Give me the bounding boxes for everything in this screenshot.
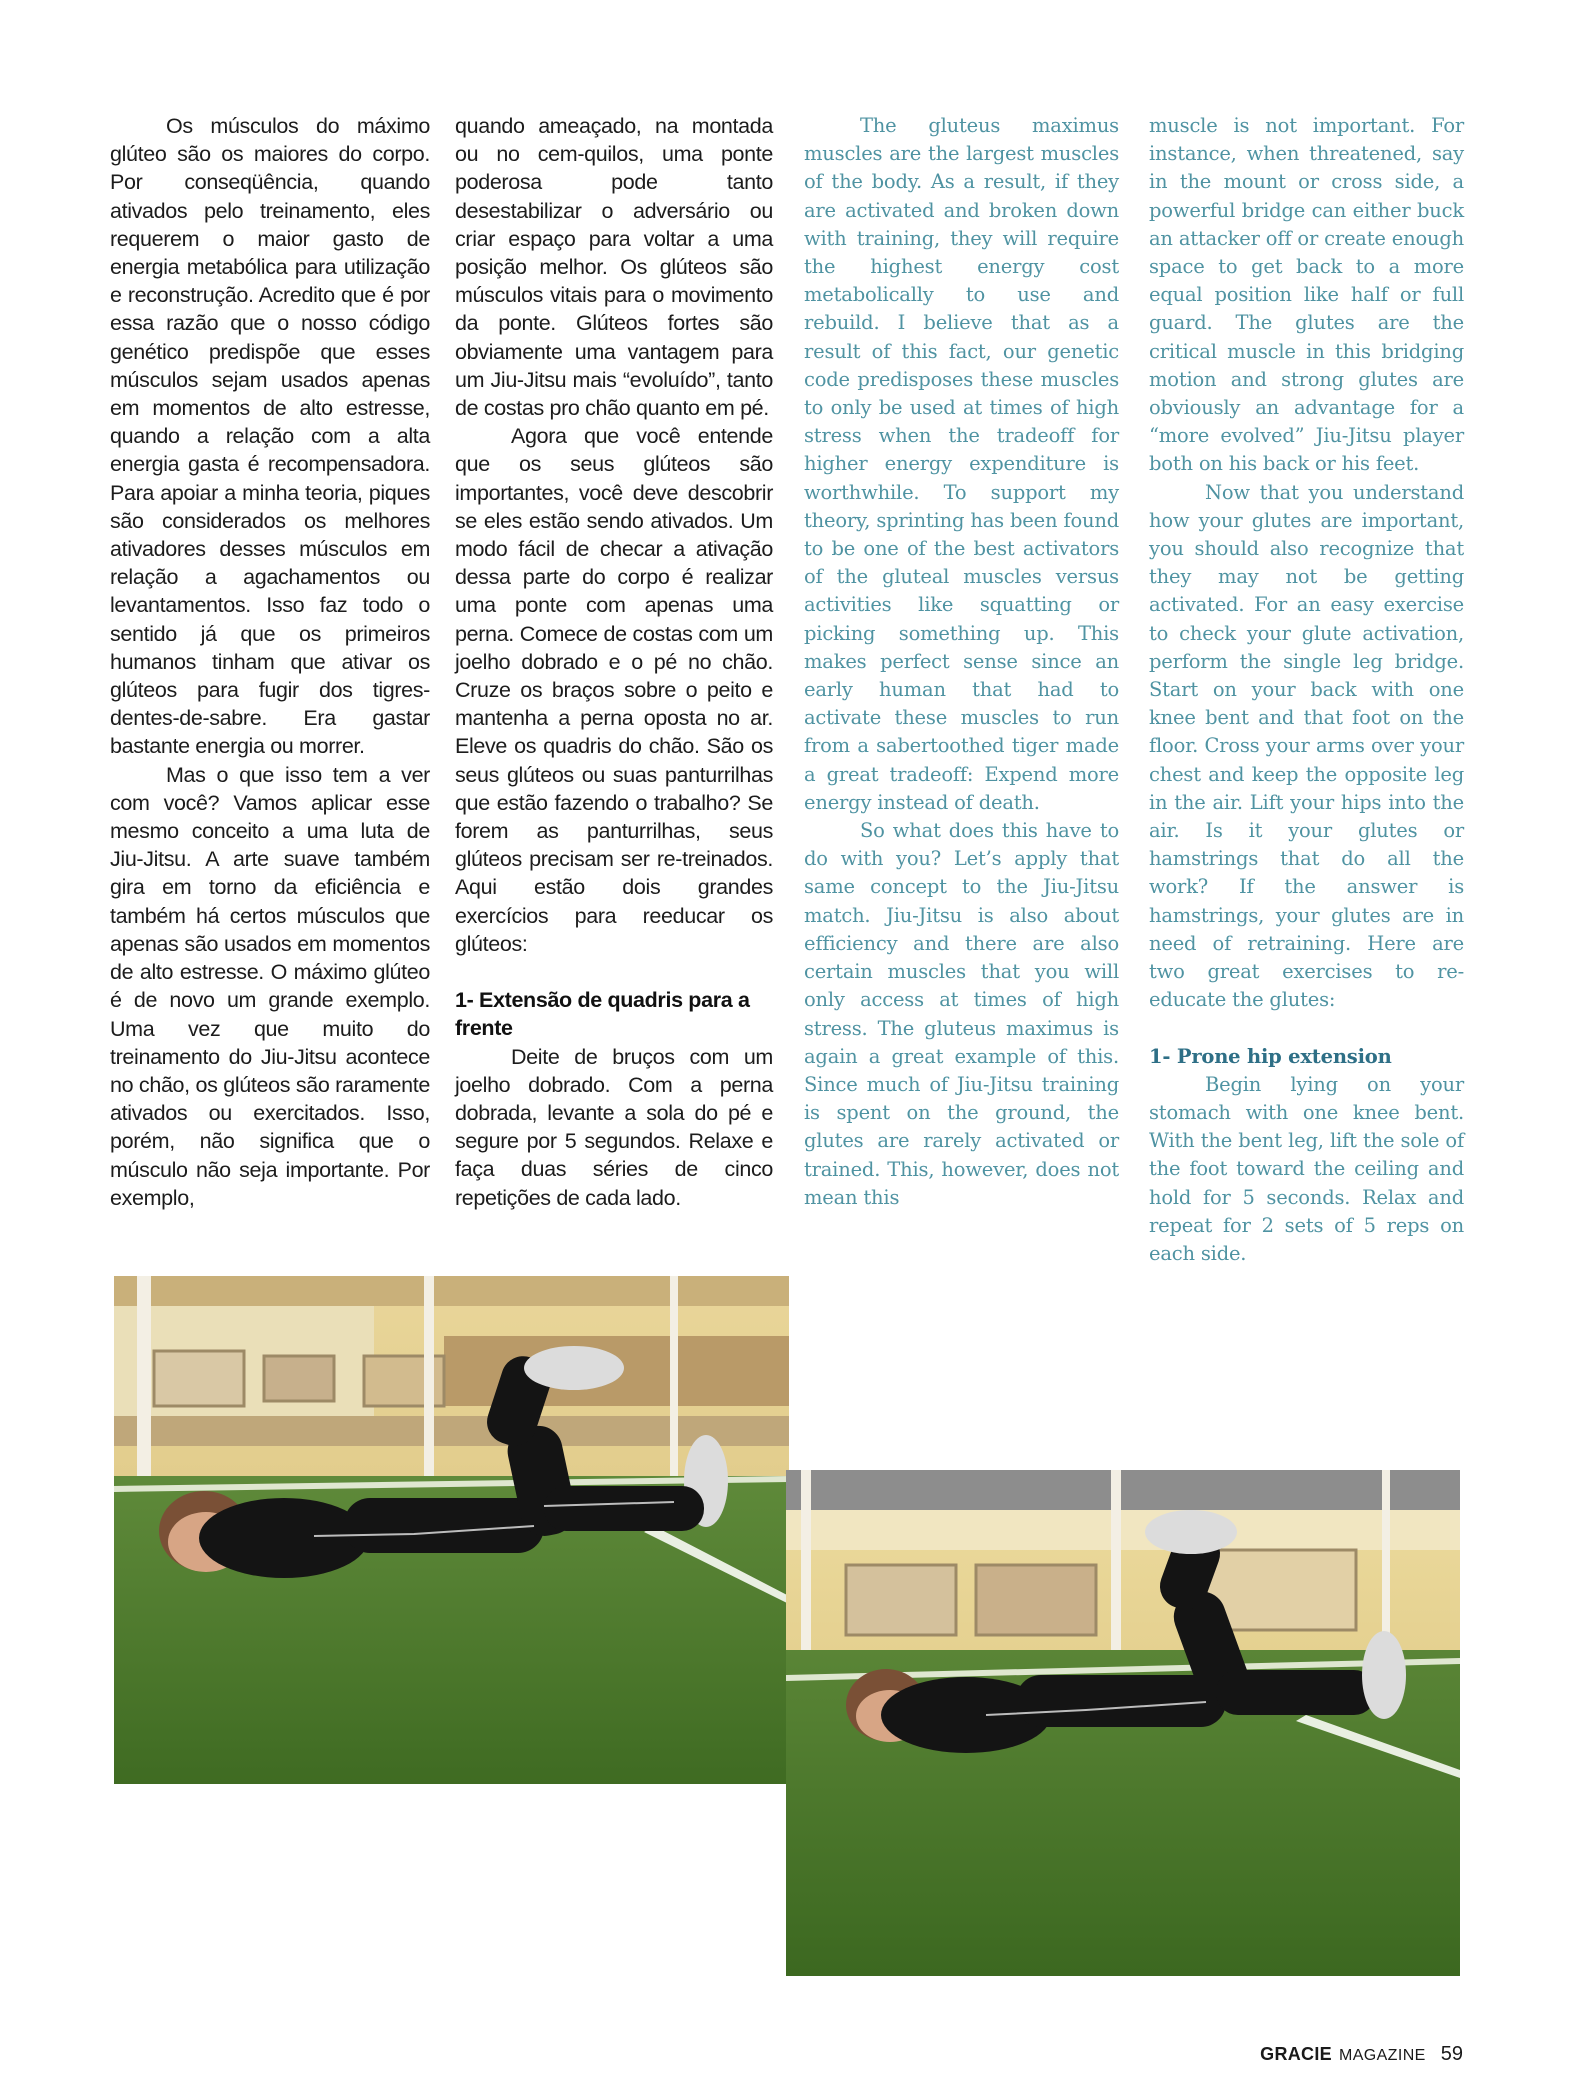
exercise-heading: 1- Prone hip extension: [1149, 1044, 1392, 1068]
paragraph: Deite de bruços com um joelho dobrado. Com a perna dobrada, levante a sola do pé e segure por 5 segundos. Relaxe e faça duas séries de cinco repetições de cada lado.: [455, 1044, 773, 1210]
paragraph: Now that you understand how your glutes are important, you should also recognize that they may not be getting activated. For an easy exercise to check your glute activation, perform the single leg bridge. Start on your back with one knee bent and that foot on the floor. Cross your arms over your chest and keep the opposite leg in the air. Lift your hips into the air. Is it your glutes or hamstrings that do all the work? If the answer is hamstrings, your glutes are in need of retraining. Here are two great exercises to re-educate the glutes:: [1149, 480, 1464, 1012]
column-english-2: [1149, 112, 1464, 1268]
paragraph: The gluteus maximus muscles are the largest muscles of the body. As a result, if they are activated and broken down with training, they will require the highest energy cost metabolically to use and rebuild. I believe that as a result of this fact, our genetic code predisposes these muscles to only be used at times of high stress when the tradeoff for higher energy expenditure is worthwhile. To support my theory, sprinting has been found to be one of the best activators of the gluteal muscles versus activities like squatting or picking something up. This makes perfect sense since an early human that had to activate these muscles to run from a sabertoothed tiger made a great tradeoff: Expend more energy instead of death.: [804, 114, 1119, 814]
exercise-photo-1: [114, 1276, 789, 1784]
page-footer: [1260, 2043, 1463, 2066]
paragraph: Begin lying on your stomach with one knee bent. With the bent leg, lift the sole of the foot toward the ceiling and hold for 5 seconds. Relax and repeat for 2 sets of 5 reps on each side.: [1149, 1072, 1464, 1265]
column-english-1: [804, 112, 1119, 1212]
exercise-photo-2: [786, 1470, 1460, 1976]
magazine-brand: GRACIE: [1260, 2044, 1332, 2064]
paragraph: Os músculos do máximo glúteo são os maiores do corpo. Por conseqüência, quando ativados pelo treinamento, eles requerem o maior gasto de energia metabólica para utilização e reconstrução. Acredito que é por essa razão que o nosso código genético predispõe que esses músculos sejam usados apenas em momentos de alto estresse, quando a relação com a alta energia gasta é recompensadora. Para apoiar a minha teoria, piques são considerados os melhores ativadores desses músculos em relação a agachamentos ou levantamentos. Isso faz todo o sentido já que os primeiros humanos tinham que ativar os glúteos para fugir dos tigres-dentes-de-sabre. Era gastar bastante energia ou morrer.: [110, 114, 430, 759]
exercise-heading: 1- Extensão de quadris para a frente: [455, 988, 750, 1041]
magazine-name: MAGAZINE: [1338, 2047, 1426, 2064]
column-portuguese-1: [110, 112, 430, 1212]
column-portuguese-2: [455, 112, 773, 1212]
paragraph: muscle is not important. For instance, when threatened, say in the mount or cross side, a powerful bridge can either buck an attacker off or create enough space to get back to a more equal position like half or full guard. The glutes are the critical muscle in this bridging motion and strong glutes are obviously an advantage for a “more evolved” Jiu-Jitsu player both on his back or his feet.: [1149, 114, 1464, 476]
paragraph: So what does this have to do with you? Let’s apply that same concept to the Jiu-Jitsu match. Jiu-Jitsu is also about efficiency and there are also certain muscles that you will only access at times of high stress. The gluteus maximus is again a great example of this. Since much of Jiu-Jitsu training is spent on the ground, the glutes are rarely activated or trained. This, however, does not mean this: [804, 819, 1119, 1209]
paragraph: Agora que você entende que os seus glúteos são importantes, você deve descobrir se eles estão sendo ativados. Um modo fácil de checar a ativação dessa parte do corpo é realizar uma ponte com apenas uma perna. Comece de costas com um joelho dobrado e o pé no chão. Cruze os braços sobre o peito e mantenha a perna oposta no ar. Eleve os quadris do chão. São os seus glúteos ou suas panturrilhas que estão fazendo o trabalho? Se forem as panturrilhas, seus glúteos precisam ser re-treinados. Aqui estão dois grandes exercícios para reeducar os glúteos:: [455, 424, 773, 956]
paragraph: quando ameaçado, na montada ou no cem-quilos, uma ponte poderosa pode tanto desestabilizar o adversário ou criar espaço para voltar a uma posição melhor. Os glúteos são músculos vitais para o movimento da ponte. Glúteos fortes são obviamente uma vantagem para um Jiu-Jitsu mais “evoluído”, tanto de costas pro chão quanto em pé.: [455, 114, 773, 421]
page-number: 59: [1440, 2043, 1463, 2065]
paragraph: Mas o que isso tem a ver com você? Vamos aplicar esse mesmo conceito a uma luta de Jiu-Jitsu. A arte suave também gira em torno da eficiência e também há certos músculos que apenas são usados em momentos de alto estresse. O máximo glúteo é de novo um grande exemplo. Uma vez que muito do treinamento do Jiu-Jitsu acontece no chão, os glúteos são raramente ativados ou exercitados. Isso, porém, não significa que o músculo não seja importante. Por exemplo,: [110, 762, 430, 1210]
